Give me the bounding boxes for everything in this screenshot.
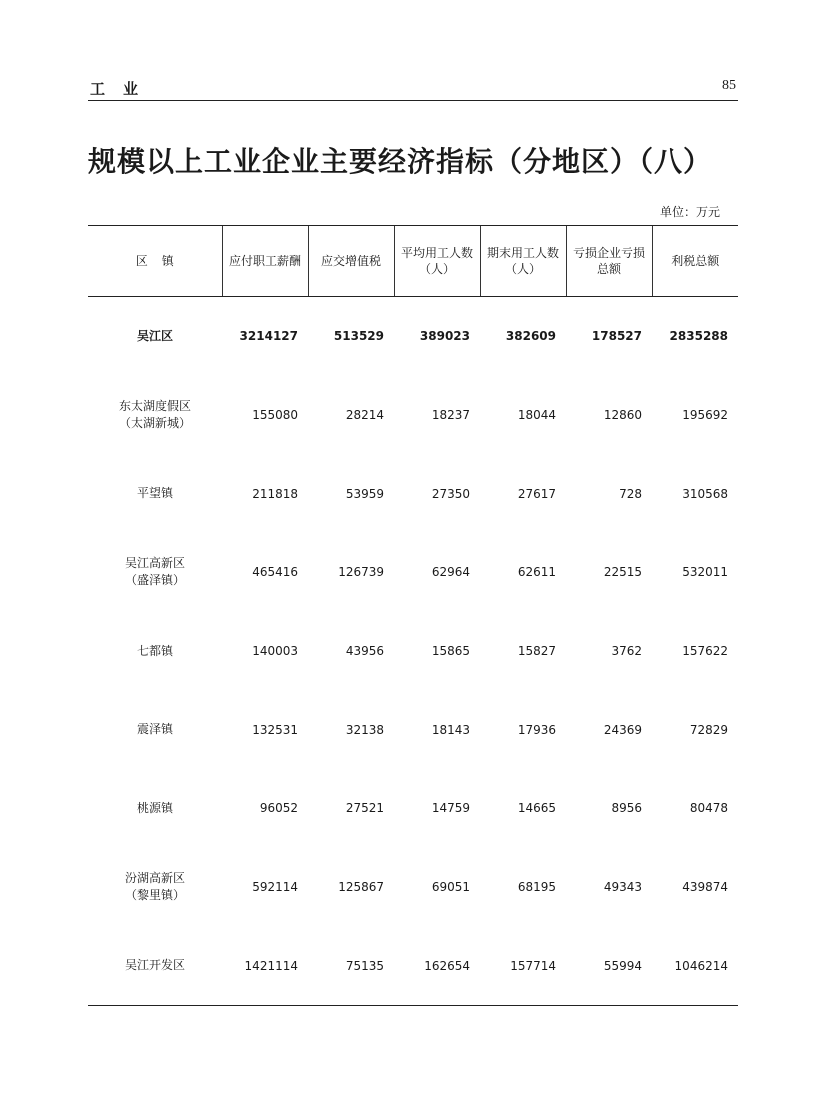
loss-total-value: 728: [619, 486, 642, 501]
page-title: 规模以上工业企业主要经济指标（分地区）（八）: [88, 145, 713, 178]
avg-employees-value: 69051: [431, 880, 470, 895]
profit-tax-value: 72829: [689, 722, 728, 737]
running-header: [88, 76, 738, 98]
vat-value: 513529: [333, 329, 384, 344]
table-row: [88, 454, 738, 533]
loss-total-value: 55994: [566, 927, 652, 1006]
loss-total-value: 178527: [591, 329, 642, 344]
profit-tax-value: 1046214: [652, 927, 738, 1006]
table-row: [88, 769, 738, 848]
profit-tax-value: 2835288: [669, 329, 728, 344]
vat-value: 43956: [345, 644, 384, 659]
table-row: [88, 376, 738, 455]
loss-total-value: 49343: [603, 880, 642, 895]
table-row: [88, 533, 738, 612]
end-employees-value: 14665: [517, 801, 556, 816]
page-number: 85: [722, 78, 736, 93]
avg-employees-value: 18237: [431, 408, 470, 423]
payroll-value: 155080: [252, 408, 298, 423]
loss-total-value: 3762: [611, 644, 642, 659]
vat-value: 125867: [338, 880, 384, 895]
payroll-value: 132531: [252, 722, 298, 737]
loss-total-value: 8956: [611, 801, 642, 816]
profit-tax-value: 157622: [682, 644, 728, 659]
column-header-avg-employees: 平均用工人数 （人）: [394, 226, 480, 297]
payroll-value: 211818: [252, 486, 298, 501]
avg-employees-value: 389023: [419, 329, 470, 344]
profit-tax-value: 439874: [682, 880, 728, 895]
vat-value: 27521: [345, 801, 384, 816]
column-header-district: 区镇: [88, 226, 222, 297]
payroll-value: 592114: [252, 880, 298, 895]
header-row: [88, 226, 738, 297]
payroll-value: 3214127: [239, 329, 298, 344]
column-header-loss-total: 亏损企业亏损 总额: [566, 226, 652, 297]
profit-tax-value: 310568: [682, 486, 728, 501]
column-header-end-employees: 期末用工人数 （人）: [480, 226, 566, 297]
end-employees-value: 382609: [505, 329, 556, 344]
profit-tax-value: 532011: [682, 565, 728, 580]
profit-tax-value: 80478: [689, 801, 728, 816]
table-row: [88, 927, 738, 1006]
district-name: 吴江区: [136, 328, 173, 343]
district-name: 七都镇: [136, 643, 173, 658]
table-header: [88, 226, 738, 297]
loss-total-value: 22515: [603, 565, 642, 580]
table-row: [88, 690, 738, 769]
vat-value: 28214: [345, 408, 384, 423]
avg-employees-value: 162654: [394, 927, 480, 1006]
payroll-value: 140003: [252, 644, 298, 659]
end-employees-value: 27617: [517, 486, 556, 501]
avg-employees-value: 27350: [431, 486, 470, 501]
loss-total-value: 24369: [603, 722, 642, 737]
payroll-value: 96052: [259, 801, 298, 816]
avg-employees-value: 18143: [431, 722, 470, 737]
district-name: 桃源镇: [136, 800, 173, 815]
end-employees-value: 68195: [517, 880, 556, 895]
table-row: [88, 848, 738, 927]
header-rule: [88, 100, 738, 101]
unit-label: 单位：万元: [659, 205, 720, 219]
avg-employees-value: 15865: [431, 644, 470, 659]
profit-tax-value: 195692: [682, 408, 728, 423]
column-header-profit-tax: 利税总额: [652, 226, 738, 297]
district-name: 平望镇: [136, 486, 173, 501]
vat-value: 126739: [338, 565, 384, 580]
column-header-payroll: 应付职工薪酬: [222, 226, 308, 297]
column-header-vat: 应交增值税: [308, 226, 394, 297]
district-name: 吴江高新区 （盛泽镇）: [124, 556, 185, 588]
payroll-value: 1421114: [222, 927, 308, 1006]
loss-total-value: 12860: [603, 408, 642, 423]
table-row-total: [88, 297, 738, 376]
vat-value: 32138: [345, 722, 384, 737]
district-name: 震泽镇: [136, 722, 173, 737]
section-name: 工业: [90, 80, 157, 98]
avg-employees-value: 62964: [431, 565, 470, 580]
vat-value: 53959: [345, 486, 384, 501]
end-employees-value: 15827: [517, 644, 556, 659]
district-name: 汾湖高新区 （黎里镇）: [124, 871, 185, 903]
end-employees-value: 157714: [480, 927, 566, 1006]
end-employees-value: 18044: [517, 408, 556, 423]
end-employees-value: 62611: [517, 565, 556, 580]
table-row: [88, 612, 738, 691]
end-employees-value: 17936: [517, 722, 556, 737]
payroll-value: 465416: [252, 565, 298, 580]
vat-value: 75135: [308, 927, 394, 1006]
avg-employees-value: 14759: [431, 801, 470, 816]
district-name: 吴江开发区: [88, 927, 222, 1006]
indicators-table: [88, 225, 738, 1006]
table-body: [88, 297, 738, 1006]
district-name: 东太湖度假区 （太湖新城）: [118, 399, 191, 431]
